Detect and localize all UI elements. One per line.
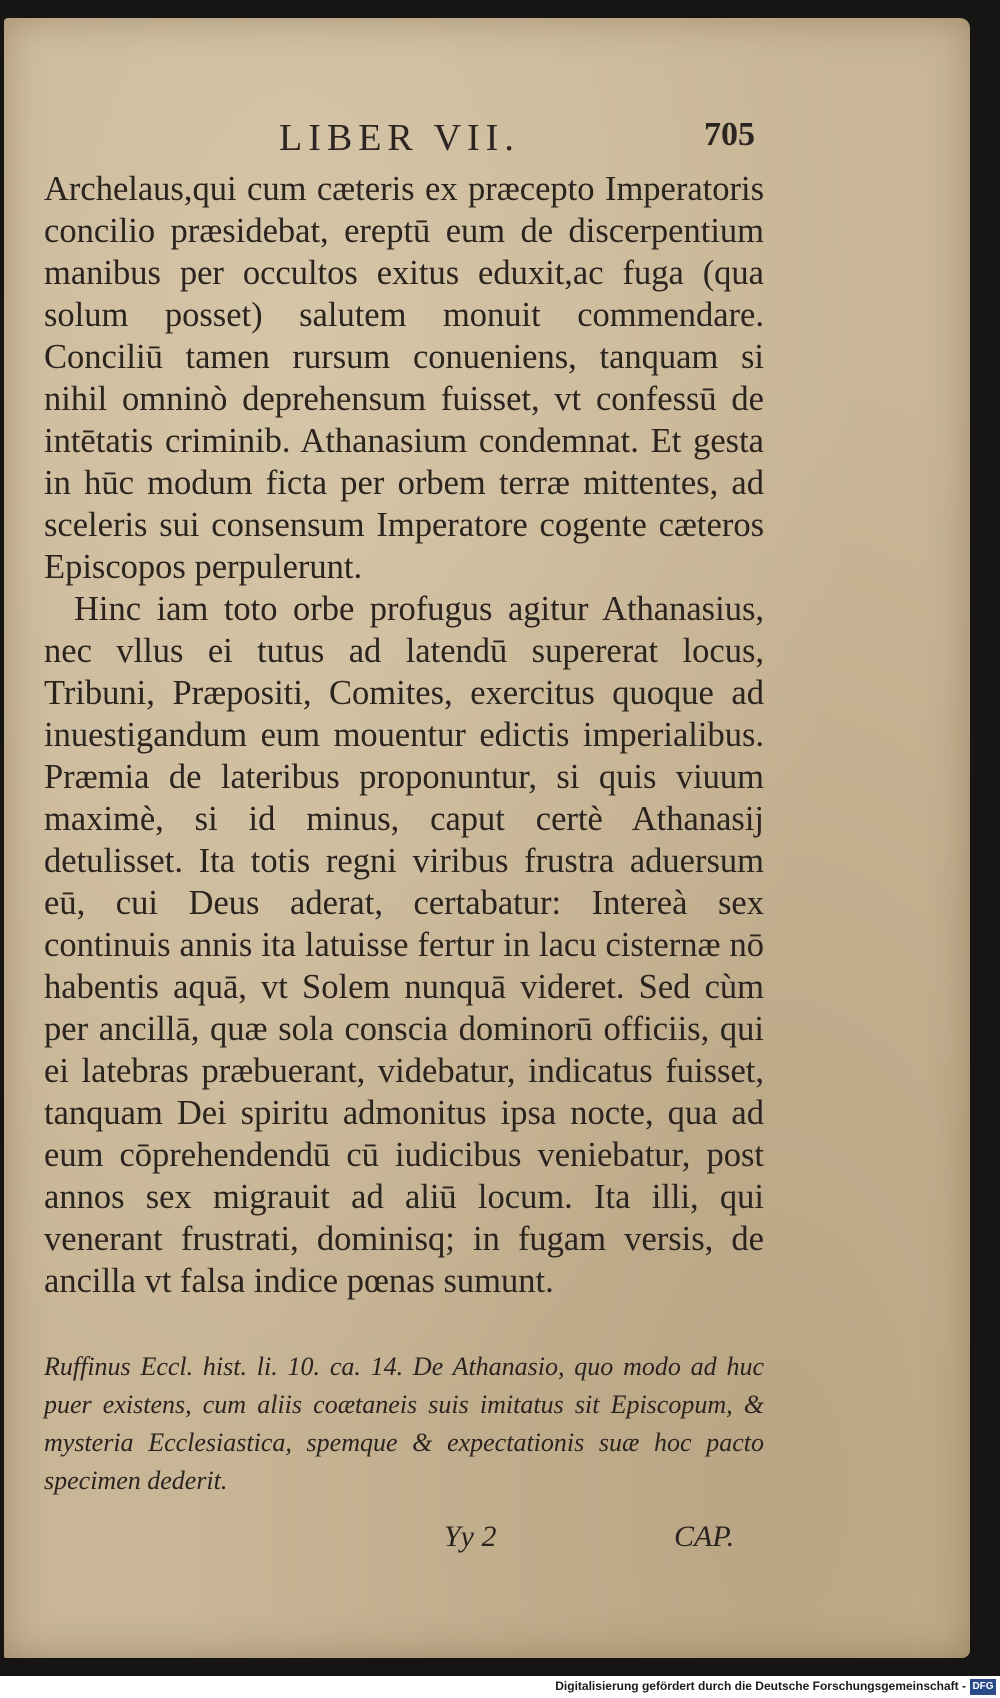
paragraph-2: Hinc iam toto orbe profugus agitur Athanasius, nec vllus ei tutus ad latendū supererat locus, Tribuni, Præpositi, Comites, exercitus quoque ad inuestigandum eum mouentur edictis imperialibus. Præmia de lateribus proponuntur, si quis viuum maximè, si id minus, caput certè Athanasij detulisset. Ita totis regni viribus frustra aduersum eū, cui Deus aderat, certabatur: Intereà sex continuis annis ita latuisse fertur in lacu cisternæ nō habentis aquā, vt Solem nunquā videret. Sed cùm per ancillā, quæ sola conscia dominorū officiis, qui ei latebras præbuerant, videbatur, indicatus fuisset, tanquam Dei spiritu admonitus ipsa nocte, qua ad eum cōprehendendū cū iudicibus veniebatur, post annos sex migrauit ad aliū locum. Ita illi, qui venerant frustrati, dominisq; in fugam versis, de ancilla vt falsa indice pœnas sumunt. bbox=[44, 590, 764, 1300]
running-title: LIBER VII. bbox=[279, 117, 520, 159]
signature-mark: Yy 2 bbox=[444, 1520, 497, 1553]
dfg-logo-icon: DFG bbox=[970, 1679, 996, 1695]
digitization-footer bbox=[0, 1676, 1000, 1698]
marginal-note: Ruffinus Eccl. hist. li. 10. ca. 14. De Athanasio, quo modo ad huc puer existens, cum aliis coætaneis suis imitatus sit Episcopum, & mysteria Ecclesiastica, spemque & expectationis suæ hoc pacto specimen dederit. bbox=[44, 1352, 764, 1495]
paragraph-1: Archelaus,qui cum cæteris ex præcepto Imperatoris concilio præsidebat, ereptū eum de discerpentium manibus per occultos exitus eduxit,ac fuga (qua solum posset) salutem monuit commendare. Conciliū tamen rursum conueniens, tanquam si nihil omninò deprehensum fuisset, vt confessū de intētatis criminib. Athanasium condemnat. Et gesta in hūc modum ficta per orbem terræ mittentes, ad sceleris sui consensum Imperatore cogente cæteros Episcopos perpulerunt. bbox=[44, 170, 764, 586]
running-head bbox=[4, 116, 970, 166]
dfg-credit: Digitalisierung gefördert durch die Deutsche Forschungsgemeinschaft - bbox=[555, 1679, 966, 1693]
catchword: CAP. bbox=[674, 1520, 735, 1553]
book-page bbox=[4, 18, 970, 1658]
main-text bbox=[44, 168, 764, 1302]
page-number: 705 bbox=[704, 116, 755, 153]
